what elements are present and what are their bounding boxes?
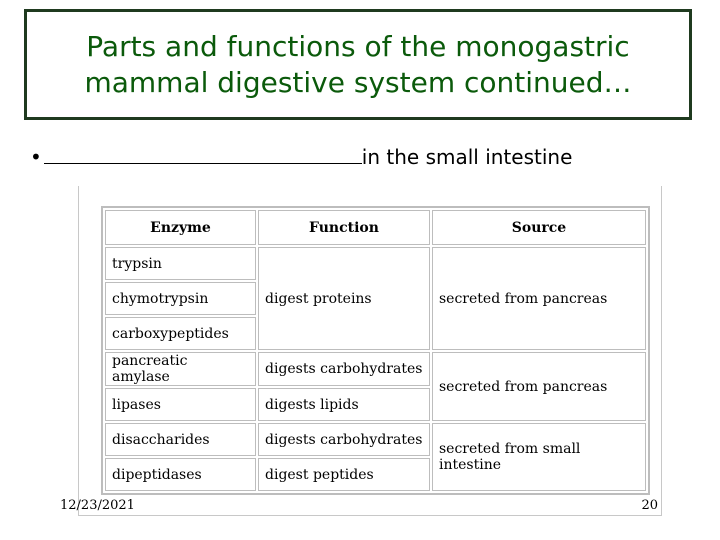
header-function: Function: [258, 210, 430, 245]
fill-in-blank: [44, 143, 362, 164]
function-cell: digests lipids: [258, 388, 430, 421]
enzyme-cell: trypsin: [105, 247, 256, 280]
function-cell: digest proteins: [258, 247, 430, 350]
enzyme-cell: dipeptidases: [105, 458, 256, 491]
footer-date: 12/23/2021: [60, 498, 135, 513]
enzyme-cell: chymotrypsin: [105, 282, 256, 315]
table-row: [105, 423, 646, 456]
enzyme-cell: carboxypeptides: [105, 317, 256, 350]
header-enzyme: Enzyme: [105, 210, 256, 245]
page-number: 20: [641, 498, 658, 513]
enzyme-table: [101, 206, 650, 495]
slide-title: [24, 9, 692, 120]
bullet-marker: •: [30, 145, 42, 169]
function-cell: digests carbohydrates: [258, 423, 430, 456]
enzyme-cell: lipases: [105, 388, 256, 421]
enzyme-cell: disaccharides: [105, 423, 256, 456]
title-line-1: Parts and functions of the monogastric: [86, 29, 630, 63]
source-cell: secreted from pancreas: [432, 247, 646, 350]
table-row: [105, 247, 646, 280]
table-row: [105, 352, 646, 386]
source-cell: secreted from small intestine: [432, 423, 646, 491]
bullet-text: in the small intestine: [361, 145, 573, 169]
header-source: Source: [432, 210, 646, 245]
function-cell: digest peptides: [258, 458, 430, 491]
enzyme-cell: pancreatic amylase: [105, 352, 256, 386]
source-cell: secreted from pancreas: [432, 352, 646, 421]
bullet-point: [30, 143, 572, 169]
function-cell: digests carbohydrates: [258, 352, 430, 386]
title-line-2: mammal digestive system continued…: [84, 65, 632, 99]
table-header-row: [105, 210, 646, 245]
